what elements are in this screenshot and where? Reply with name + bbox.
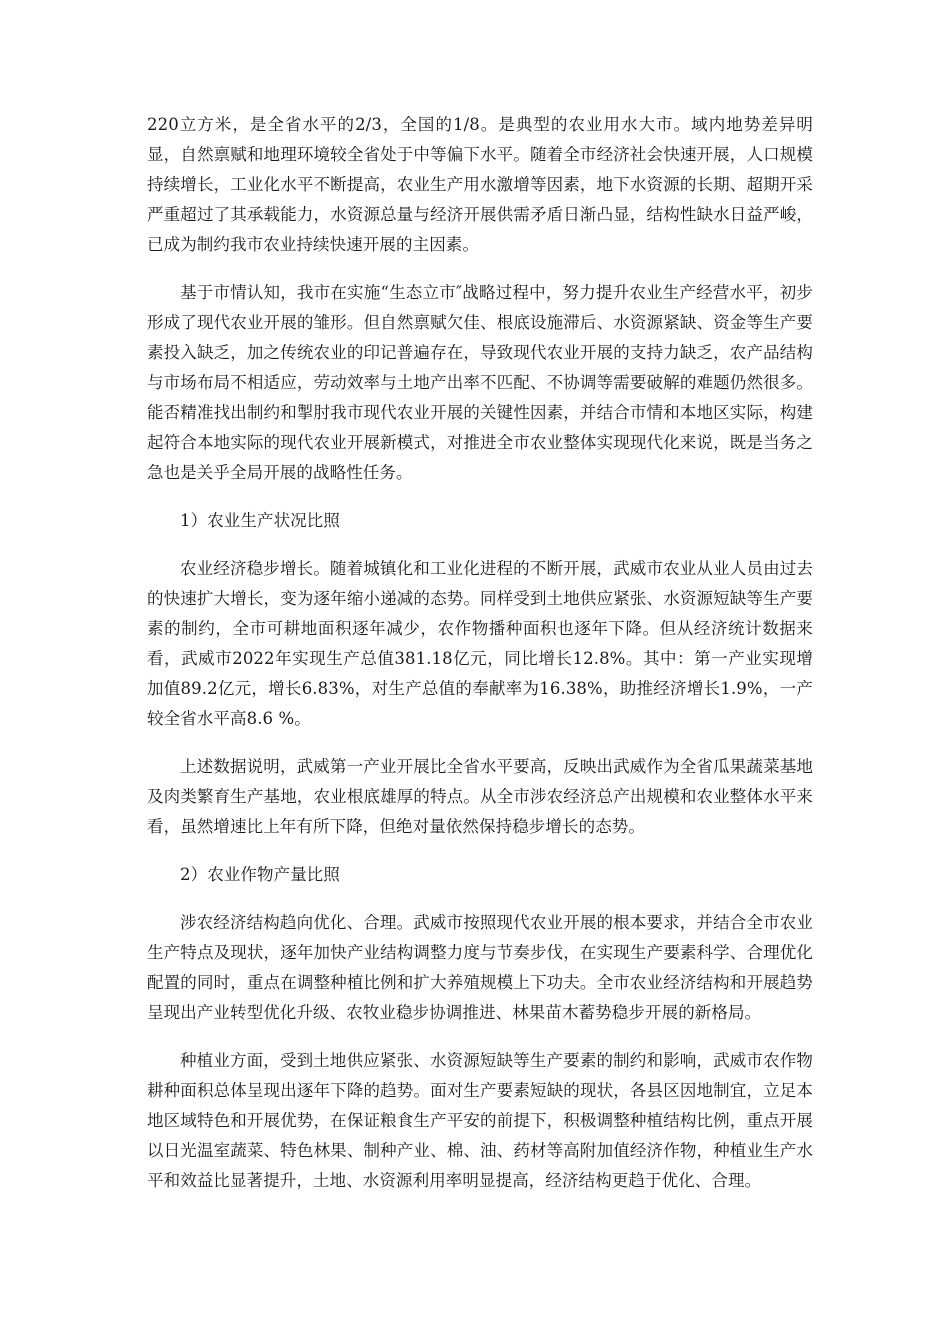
document-body [147, 110, 813, 1214]
paragraph-structure-optimization: 涉农经济结构趋向优化、合理。武威市按照现代农业开展的根本要求，并结合全市农业生产特点及现状，逐年加快产业结构调整力度与节奏步伐，在实现生产要素科学、合理优化配置的同时，重点在调整种植比例和扩大养殖规模上下功夫。全市农业经济结构和开展趋势呈现出产业转型优化升级、农牧业稳步协调推进、林果苗木蓄势稳步开展的新格局。 [147, 913, 813, 1022]
paragraph-water-resources: 220立方米，是全省水平的2/3，全国的1/8。是典型的农业用水大市。域内地势差异明显，自然禀赋和地理环境较全省处于中等偏下水平。随着全市经济社会快速开展，人口规模持续增长，工业化水平不断提高，农业生产用水激增等因素，地下水资源的长期、超期开采严重超过了其承载能力，水资源总量与经济开展供需矛盾日渐凸显，结构性缺水日益严峻，已成为制约我市农业持续快速开展的主因素。 [147, 115, 813, 254]
paragraph-city-situation: 基于市情认知，我市在实施“生态立市″战略过程中，努力提升农业生产经营水平，初步形成了现代农业开展的雏形。但自然禀赋欠佳、根底设施滞后、水资源紧缺、资金等生产要素投入缺乏，加之传统农业的印记普遍存在，导致现代农业开展的支持力缺乏，农产品结构与市场布局不相适应，劳动效率与土地产出率不匹配、不协调等需要破解的难题仍然很多。能否精准找出制约和掣肘我市现代农业开展的关键性因素，并结合市情和本地区实际，构建起符合本地实际的现代农业开展新模式，对推进全市农业整体实现现代化来说，既是当务之急也是关乎全局开展的战略性任务。 [147, 283, 813, 482]
paragraph-planting-industry: 种植业方面，受到土地供应紧张、水资源短缺等生产要素的制约和影响，武威市农作物耕种面积总体呈现出逐年下降的趋势。面对生产要素短缺的现状，各县区因地制宜，立足本地区域特色和开展优势，在保证粮食生产平安的前提下，积极调整种植结构比例，重点开展以日光温室蔬菜、特色林果、制种产业、棉、油、药材等高附加值经济作物，种植业生产水平和效益比显著提升，土地、水资源利用率明显提高，经济结构更趋于优化、合理。 [147, 1051, 813, 1190]
paragraph-data-analysis: 上述数据说明，武威第一产业开展比全省水平要高，反映出武威作为全省瓜果蔬菜基地及肉类繁育生产基地，农业根底雄厚的特点。从全市涉农经济总产出规模和农业整体水平来看，虽然增速比上年有所下降，但绝对量依然保持稳步增长的态势。 [147, 757, 813, 836]
section-heading-crop-yield: 2）农业作物产量比照 [180, 865, 340, 884]
section-heading-agricultural-production: 1）农业生产状况比照 [180, 511, 340, 530]
paragraph-economic-growth: 农业经济稳步增长。随着城镇化和工业化进程的不断开展，武威市农业从业人员由过去的快速扩大增长，变为逐年缩小递减的态势。同样受到土地供应紧张、水资源短缺等生产要素的制约，全市可耕地面积逐年减少，农作物播种面积也逐年下降。但从经济统计数据来看，武威市2022年实现生产总值381.18亿元，同比增长12.8%。其中：第一产业实现增加值89.2亿元，增长6.83%，对生产总值的奉献率为16.38%，助推经济增长1.9%，一产较全省水平高8.6 %。 [147, 559, 813, 728]
